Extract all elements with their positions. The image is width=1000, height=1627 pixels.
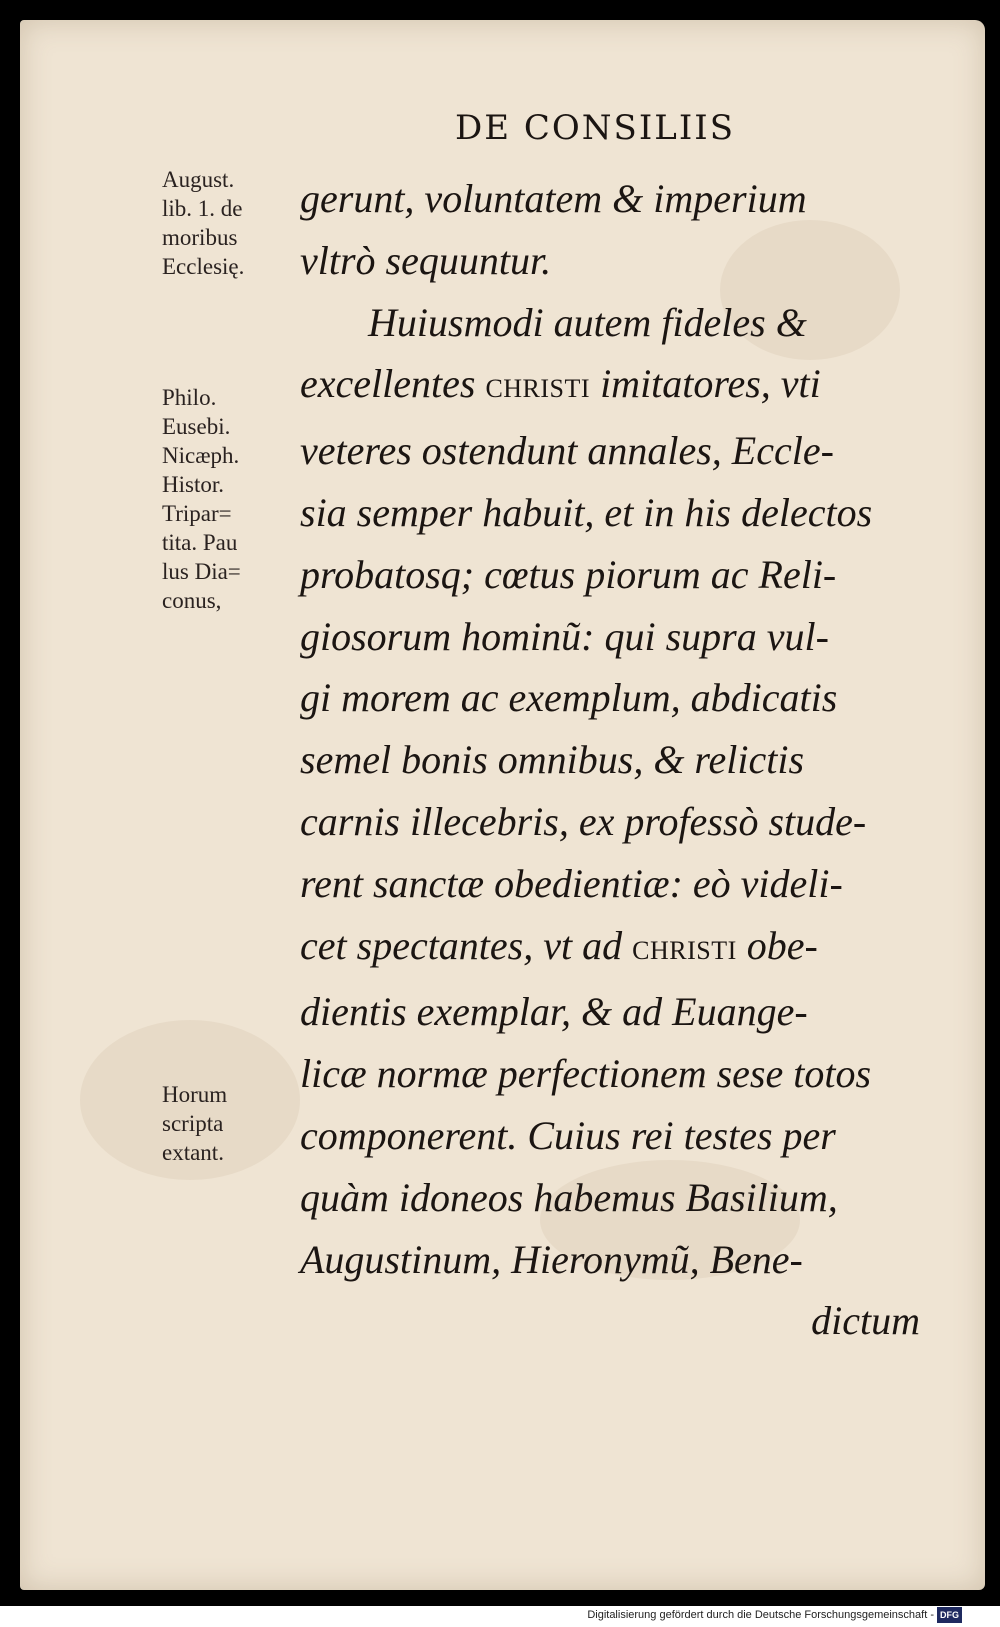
- margin-note-line: extant.: [162, 1140, 224, 1165]
- margin-note-line: Eusebi.: [162, 414, 231, 439]
- margin-note-horum: [162, 1080, 282, 1167]
- text-line: [300, 420, 940, 482]
- text-line: [300, 729, 940, 791]
- text-run: vltrò sequuntur.: [300, 237, 552, 283]
- body-text: [300, 168, 940, 1352]
- text-line: [300, 606, 940, 668]
- text-line: [300, 353, 940, 420]
- small-caps-name: CHRISTI: [632, 935, 737, 965]
- text-run: gerunt, voluntatem & imperium: [300, 176, 807, 221]
- text-line: [300, 1105, 940, 1167]
- text-line: [300, 853, 940, 915]
- text-run: giosorum hominũ: qui supra vul-: [300, 613, 829, 659]
- running-head: DE CONSILIIS: [455, 108, 735, 148]
- text-run: obe-: [736, 922, 818, 968]
- credit-text: Digitalisierung gefördert durch die Deutsche Forschungsgemeinschaft -: [587, 1609, 934, 1621]
- margin-note-line: lus Dia=: [162, 559, 241, 584]
- text-run: Augustinum, Hieronymũ, Bene-: [300, 1236, 803, 1282]
- text-run: rent sanctæ obedientiæ: eò videli-: [300, 860, 843, 906]
- text-run: semel bonis omnibus, & relictis: [300, 737, 805, 783]
- text-line: [300, 482, 940, 544]
- text-line: [300, 230, 940, 292]
- text-line: [300, 1043, 940, 1105]
- margin-note-line: Histor.: [162, 472, 224, 497]
- text-line: [300, 667, 940, 729]
- text-run: imitatores, vti: [590, 361, 821, 407]
- margin-note-line: Philo.: [162, 385, 217, 410]
- text-run: cet spectantes, vt ad: [300, 922, 633, 968]
- text-run: Huiusmodi autem fideles &: [368, 299, 807, 345]
- text-run: sia semper habuit, et in his delectos: [300, 489, 873, 535]
- text-run: componerent. Cuius rei testes per: [300, 1112, 836, 1158]
- text-run: veteres ostendunt annales, Eccle-: [300, 428, 834, 474]
- text-line: [300, 981, 940, 1043]
- margin-note-line: Tripar=: [162, 501, 232, 526]
- margin-note-line: Nicæph.: [162, 443, 240, 468]
- dfg-logo: DFG: [937, 1607, 962, 1623]
- text-run: excellentes: [300, 361, 486, 407]
- text-run: gi morem ac exemplum, abdicatis: [300, 675, 838, 721]
- margin-note-line: tita. Pau: [162, 530, 238, 555]
- margin-note-august: [162, 165, 282, 281]
- margin-note-line: conus,: [162, 588, 222, 613]
- text-run: probatosq; cœtus piorum ac Reli-: [300, 551, 837, 597]
- text-line: [300, 791, 940, 853]
- margin-note-line: Ecclesię.: [162, 254, 245, 279]
- text-run: dictum: [811, 1298, 920, 1344]
- margin-note-line: August.: [162, 167, 235, 192]
- margin-note-historians: [162, 383, 282, 615]
- text-run: licæ normæ perfectionem sese totos: [300, 1051, 872, 1097]
- text-line: [300, 915, 940, 982]
- text-line: [300, 1167, 940, 1229]
- margin-note-line: scripta: [162, 1111, 224, 1136]
- small-caps-name: CHRISTI: [485, 374, 591, 404]
- text-line: [300, 292, 940, 354]
- text-run: carnis illecebris, ex professò stude-: [300, 798, 867, 844]
- digitization-credit: [587, 1607, 962, 1623]
- text-run: quàm idoneos habemus Basilium,: [300, 1174, 838, 1220]
- margin-note-line: Horum: [162, 1082, 228, 1107]
- text-line: [300, 544, 940, 606]
- text-line: [300, 168, 940, 230]
- catchword: [300, 1290, 940, 1352]
- margin-note-line: moribus: [162, 225, 238, 250]
- margin-note-line: lib. 1. de: [162, 196, 243, 221]
- text-run: dientis exemplar, & ad Euange-: [300, 989, 808, 1035]
- text-line: [300, 1229, 940, 1291]
